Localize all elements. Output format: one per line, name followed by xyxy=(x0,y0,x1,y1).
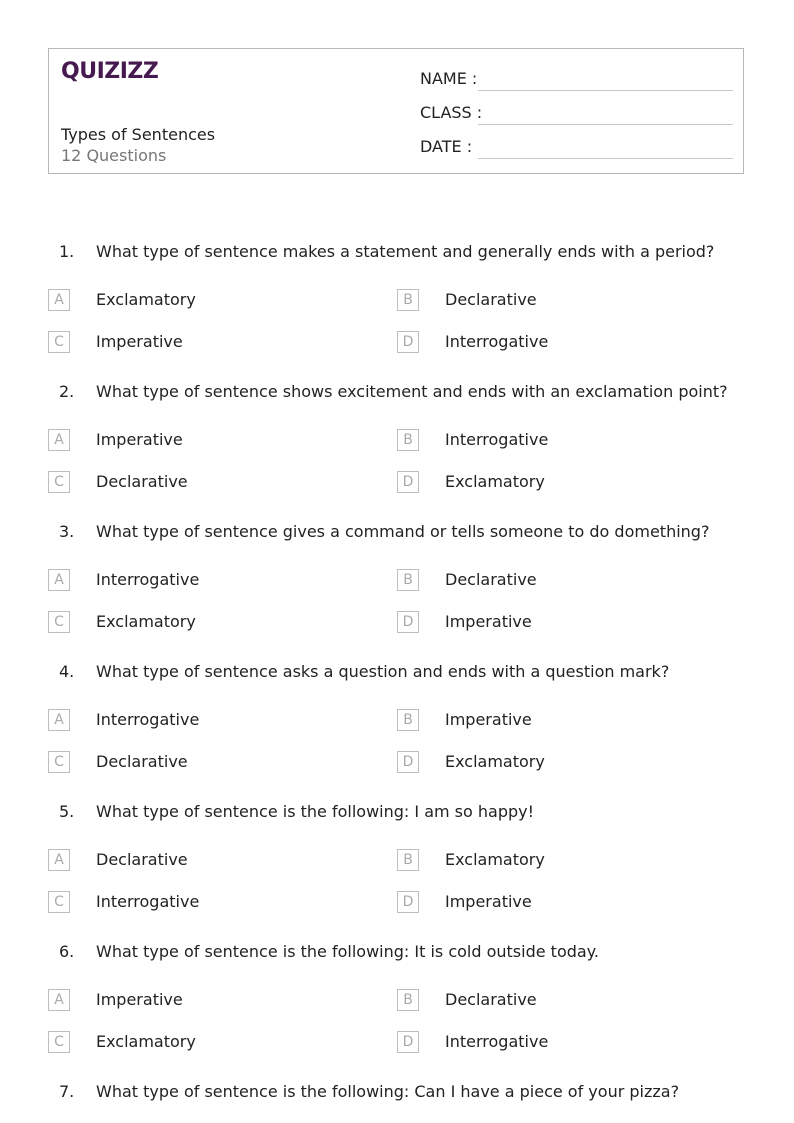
option-text: Interrogative xyxy=(445,1032,549,1051)
question-number: 7. xyxy=(59,1082,75,1101)
class-label: CLASS : xyxy=(420,103,483,122)
option-letter-box: C xyxy=(48,331,70,353)
option-letter-box: A xyxy=(48,849,70,871)
option-text: Declarative xyxy=(445,570,537,589)
question-number: 6. xyxy=(59,942,75,961)
question-text: What type of sentence shows excitement and ends with an exclamation point? xyxy=(96,382,728,401)
option-text: Imperative xyxy=(96,430,183,449)
worksheet-title: Types of Sentences xyxy=(61,125,216,144)
option-letter-box: B xyxy=(397,989,419,1011)
option-letter-box: C xyxy=(48,891,70,913)
option-text: Declarative xyxy=(445,990,537,1009)
question-number: 4. xyxy=(59,662,75,681)
question-3 xyxy=(0,522,794,662)
option-a[interactable] xyxy=(48,289,348,313)
option-text: Imperative xyxy=(96,990,183,1009)
option-letter-box: D xyxy=(397,891,419,913)
question-2 xyxy=(0,382,794,522)
option-a[interactable] xyxy=(48,429,348,453)
question-5 xyxy=(0,802,794,942)
option-d[interactable] xyxy=(397,611,697,635)
option-a[interactable] xyxy=(48,569,348,593)
question-text: What type of sentence is the following: Can I have a piece of your pizza? xyxy=(96,1082,680,1101)
option-b[interactable] xyxy=(397,569,697,593)
date-field[interactable] xyxy=(420,135,733,159)
option-letter-box: A xyxy=(48,989,70,1011)
question-number: 3. xyxy=(59,522,75,541)
option-text: Interrogative xyxy=(96,570,200,589)
option-letter-box: D xyxy=(397,751,419,773)
option-letter-box: B xyxy=(397,849,419,871)
option-d[interactable] xyxy=(397,751,697,775)
option-letter-box: A xyxy=(48,289,70,311)
option-text: Imperative xyxy=(445,710,532,729)
option-letter-box: D xyxy=(397,611,419,633)
question-count: 12 Questions xyxy=(61,146,167,165)
option-a[interactable] xyxy=(48,709,348,733)
option-text: Exclamatory xyxy=(96,290,196,309)
option-d[interactable] xyxy=(397,331,697,355)
option-c[interactable] xyxy=(48,751,348,775)
question-7 xyxy=(0,1082,794,1112)
option-letter-box: C xyxy=(48,471,70,493)
option-text: Exclamatory xyxy=(96,1032,196,1051)
option-letter-box: B xyxy=(397,429,419,451)
question-number: 5. xyxy=(59,802,75,821)
option-text: Imperative xyxy=(445,892,532,911)
option-c[interactable] xyxy=(48,471,348,495)
class-field[interactable] xyxy=(420,101,733,125)
option-letter-box: D xyxy=(397,471,419,493)
option-d[interactable] xyxy=(397,1031,697,1055)
option-text: Imperative xyxy=(445,612,532,631)
option-b[interactable] xyxy=(397,429,697,453)
question-text: What type of sentence is the following: I am so happy! xyxy=(96,802,535,821)
option-letter-box: B xyxy=(397,569,419,591)
question-text: What type of sentence asks a question and ends with a question mark? xyxy=(96,662,670,681)
question-1 xyxy=(0,242,794,382)
option-text: Exclamatory xyxy=(445,850,545,869)
option-letter-box: B xyxy=(397,289,419,311)
option-text: Declarative xyxy=(96,850,188,869)
name-field[interactable] xyxy=(420,67,733,91)
option-c[interactable] xyxy=(48,891,348,915)
option-a[interactable] xyxy=(48,989,348,1013)
class-line[interactable] xyxy=(478,124,733,125)
option-c[interactable] xyxy=(48,1031,348,1055)
question-number: 2. xyxy=(59,382,75,401)
option-d[interactable] xyxy=(397,471,697,495)
option-b[interactable] xyxy=(397,989,697,1013)
question-4 xyxy=(0,662,794,802)
quizizz-logo: QUIZIZZ xyxy=(61,59,159,84)
question-6 xyxy=(0,942,794,1082)
option-text: Interrogative xyxy=(96,892,200,911)
option-text: Interrogative xyxy=(445,430,549,449)
option-b[interactable] xyxy=(397,289,697,313)
option-text: Exclamatory xyxy=(96,612,196,631)
option-d[interactable] xyxy=(397,891,697,915)
option-c[interactable] xyxy=(48,611,348,635)
option-text: Interrogative xyxy=(445,332,549,351)
option-text: Exclamatory xyxy=(445,752,545,771)
name-line[interactable] xyxy=(478,90,733,91)
option-text: Interrogative xyxy=(96,710,200,729)
option-text: Declarative xyxy=(96,752,188,771)
option-b[interactable] xyxy=(397,709,697,733)
option-text: Imperative xyxy=(96,332,183,351)
question-number: 1. xyxy=(59,242,75,261)
option-letter-box: A xyxy=(48,709,70,731)
date-label: DATE : xyxy=(420,137,473,156)
option-text: Declarative xyxy=(445,290,537,309)
question-text: What type of sentence gives a command or tells someone to do domething? xyxy=(96,522,710,541)
option-c[interactable] xyxy=(48,331,348,355)
option-letter-box: A xyxy=(48,569,70,591)
option-text: Exclamatory xyxy=(445,472,545,491)
option-letter-box: C xyxy=(48,611,70,633)
date-line[interactable] xyxy=(478,158,733,159)
option-text: Declarative xyxy=(96,472,188,491)
option-a[interactable] xyxy=(48,849,348,873)
option-letter-box: C xyxy=(48,1031,70,1053)
option-letter-box: C xyxy=(48,751,70,773)
question-text: What type of sentence makes a statement and generally ends with a period? xyxy=(96,242,715,261)
worksheet-header xyxy=(48,48,744,174)
question-text: What type of sentence is the following: It is cold outside today. xyxy=(96,942,599,961)
option-letter-box: D xyxy=(397,331,419,353)
option-b[interactable] xyxy=(397,849,697,873)
name-label: NAME : xyxy=(420,69,478,88)
option-letter-box: A xyxy=(48,429,70,451)
option-letter-box: D xyxy=(397,1031,419,1053)
option-letter-box: B xyxy=(397,709,419,731)
